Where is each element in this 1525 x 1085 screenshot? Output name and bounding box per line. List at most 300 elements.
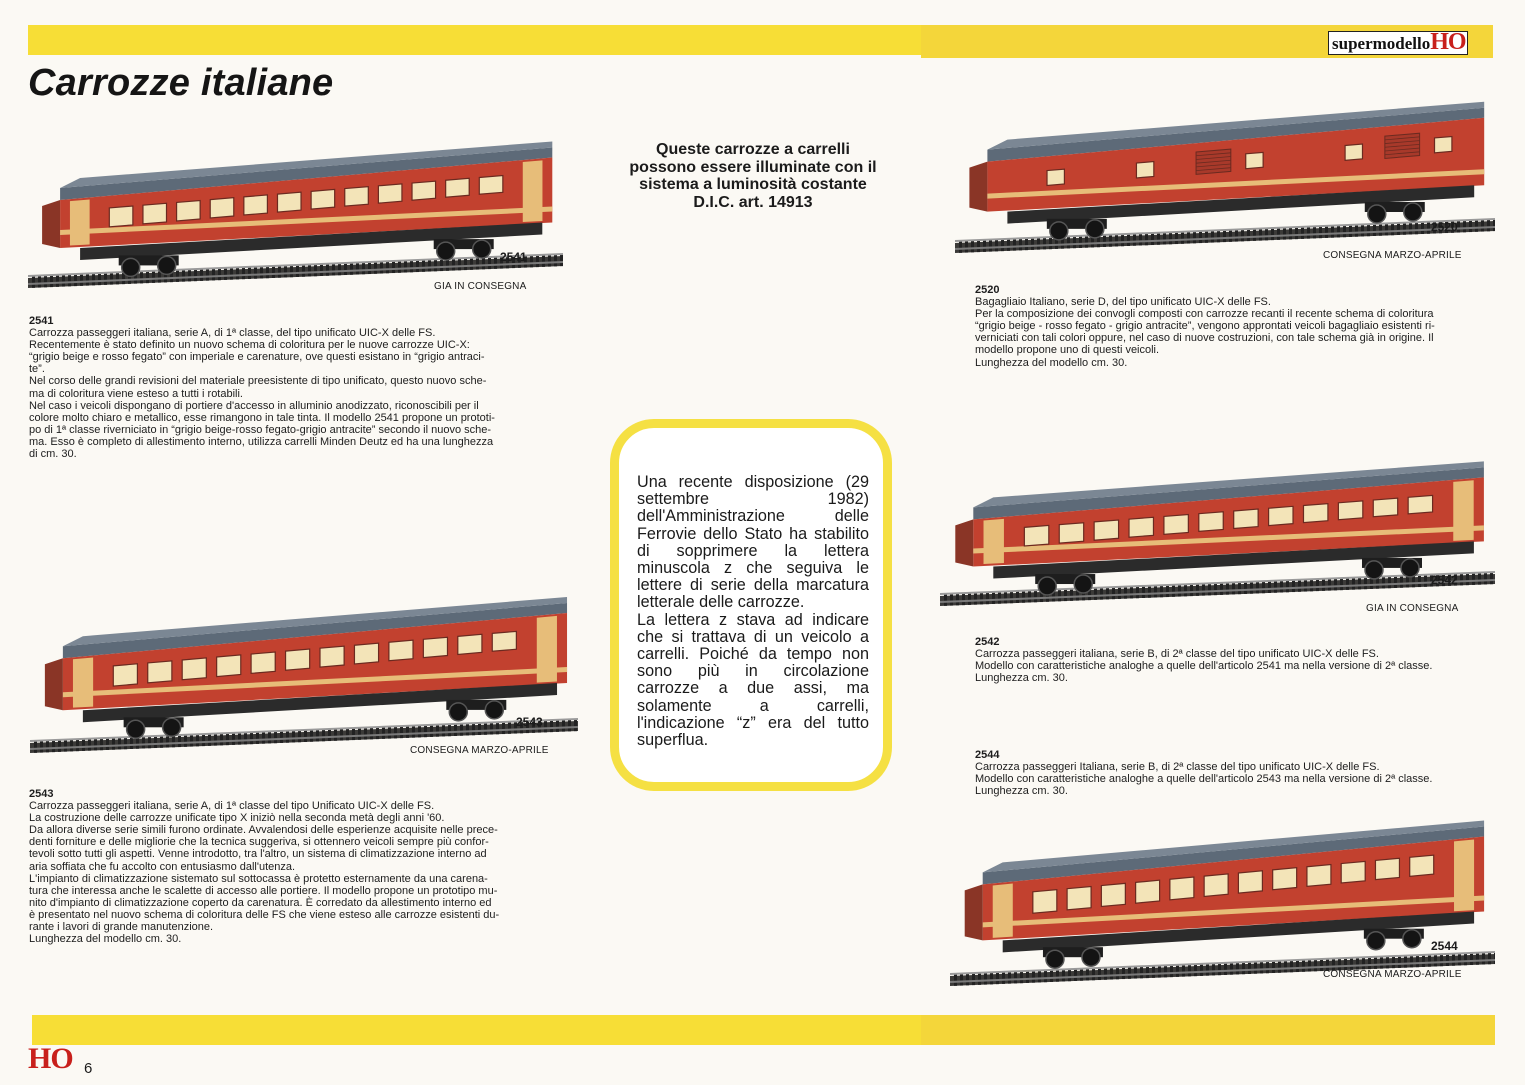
track-sleeper xyxy=(1092,968,1095,980)
coach-window xyxy=(1234,509,1258,528)
track-sleeper xyxy=(494,257,497,269)
track-sleeper xyxy=(1394,576,1397,588)
footer-ho-logo: HO xyxy=(28,1042,73,1075)
track-sleeper xyxy=(44,275,47,287)
track-sleeper xyxy=(386,261,389,273)
track-sleeper xyxy=(368,262,371,274)
track-sleeper xyxy=(50,275,53,287)
track-sleeper xyxy=(1274,581,1277,593)
track-sleeper xyxy=(978,973,981,985)
track-sleeper xyxy=(1044,970,1047,982)
coach-window xyxy=(1199,512,1223,532)
track-sleeper xyxy=(995,239,998,251)
track-sleeper xyxy=(1226,583,1229,595)
track-sleeper xyxy=(412,726,415,738)
track-sleeper xyxy=(983,240,986,252)
track-sleeper xyxy=(1340,578,1343,590)
track-sleeper xyxy=(1446,954,1449,966)
coach-wheel xyxy=(473,240,491,258)
track-sleeper xyxy=(1098,968,1101,980)
track-sleeper xyxy=(362,262,365,274)
track-sleeper xyxy=(1178,585,1181,597)
track-sleeper xyxy=(1248,962,1251,974)
track-sleeper xyxy=(1148,586,1151,598)
track-sleeper xyxy=(1314,959,1317,971)
track-sleeper xyxy=(1139,234,1142,246)
track-sleeper xyxy=(1050,970,1053,982)
track-sleeper xyxy=(1452,954,1455,966)
track-sleeper xyxy=(176,270,179,282)
track-sleeper xyxy=(340,729,343,741)
track-sleeper xyxy=(1182,965,1185,977)
track-sleeper xyxy=(1217,230,1220,242)
track-sleeper xyxy=(1374,957,1377,969)
track-sleeper xyxy=(302,265,305,277)
description-2544 xyxy=(975,749,1500,797)
track-sleeper xyxy=(142,737,145,749)
track-sleeper xyxy=(1460,573,1463,585)
track-sleeper xyxy=(278,266,281,278)
description-line: tevoli sotto tutti gli aspetti. Venne introdotto, tra l'altro, un sistema di climatizzazione interno ad xyxy=(29,848,487,861)
description-line: Modello con caratteristiche analoghe a quelle dell'articolo 2541 ma nella versione di 2ª classe. xyxy=(975,660,1433,673)
coach-wheel xyxy=(1038,577,1056,595)
track-sleeper xyxy=(992,592,995,604)
track-sleeper xyxy=(1247,229,1250,241)
track-sleeper xyxy=(984,973,987,985)
track-sleeper xyxy=(1062,969,1065,981)
track-sleeper xyxy=(80,274,83,286)
description-line: L'impianto di climatizzazione sistemato sul sottocassa è protetto esternamente da una carena- xyxy=(29,872,488,885)
track-sleeper xyxy=(1073,236,1076,248)
track-sleeper xyxy=(124,737,127,749)
intro-text xyxy=(608,141,898,211)
track-sleeper xyxy=(1404,956,1407,968)
track-sleeper xyxy=(116,272,119,284)
track-sleeper xyxy=(148,736,151,748)
track-sleeper xyxy=(482,257,485,269)
track-sleeper xyxy=(1434,954,1437,966)
track-sleeper xyxy=(484,723,487,735)
track-sleeper xyxy=(218,268,221,280)
track-sleeper xyxy=(1278,961,1281,973)
track-sleeper xyxy=(1244,582,1247,594)
coach-end xyxy=(965,884,983,940)
status-2543: CONSEGNA MARZO-APRILE xyxy=(410,745,549,756)
track-sleeper xyxy=(286,731,289,743)
track-sleeper xyxy=(254,267,257,279)
track-sleeper xyxy=(350,263,353,275)
description-line: modello propone uno di questi veicoli. xyxy=(975,344,1160,357)
track-sleeper xyxy=(1322,579,1325,591)
coach-window xyxy=(378,184,402,203)
track-sleeper xyxy=(398,261,401,273)
track-sleeper xyxy=(1142,586,1145,598)
track-sleeper xyxy=(502,722,505,734)
track-sleeper xyxy=(1028,591,1031,603)
description-code: 2541 xyxy=(29,315,54,327)
track-sleeper xyxy=(1313,226,1316,238)
track-sleeper xyxy=(1428,955,1431,967)
track-sleeper xyxy=(998,592,1001,604)
track-sleeper xyxy=(1056,970,1059,982)
track-sleeper xyxy=(1301,227,1304,239)
coach-window xyxy=(458,634,482,654)
track-sleeper xyxy=(1086,969,1089,981)
track-sleeper xyxy=(1136,586,1139,598)
track-sleeper xyxy=(1242,962,1245,974)
track-sleeper xyxy=(262,732,265,744)
track-sleeper xyxy=(1241,229,1244,241)
track-sleeper xyxy=(508,722,511,734)
track-sleeper xyxy=(1080,969,1083,981)
track-sleeper xyxy=(1416,955,1419,967)
track-sleeper xyxy=(542,255,545,267)
coach-end xyxy=(955,519,973,566)
track-sleeper xyxy=(352,728,355,740)
track-sleeper xyxy=(178,735,181,747)
coach-wheel xyxy=(437,242,455,260)
coach-window xyxy=(1059,523,1083,543)
track-sleeper xyxy=(280,731,283,743)
coach-window xyxy=(423,637,447,657)
track-sleeper xyxy=(1049,237,1052,249)
intro-line: D.I.C. art. 14913 xyxy=(693,193,813,211)
track-sleeper xyxy=(214,734,217,746)
status-2544: CONSEGNA MARZO-APRILE xyxy=(1323,969,1462,980)
track-sleeper xyxy=(202,734,205,746)
coach-window xyxy=(210,198,234,218)
track-sleeper xyxy=(980,592,983,604)
code-label-2543: 2543 xyxy=(516,715,543,729)
track-sleeper xyxy=(1163,233,1166,245)
track-sleeper xyxy=(1230,963,1233,975)
track-sleeper xyxy=(1272,961,1275,973)
track-sleeper xyxy=(406,726,409,738)
coach-wheel xyxy=(1082,948,1100,966)
coach-window xyxy=(277,192,301,212)
track-sleeper xyxy=(58,740,61,752)
track-sleeper xyxy=(1358,577,1361,589)
track-sleeper xyxy=(990,972,993,984)
track-sleeper xyxy=(226,733,229,745)
track-sleeper xyxy=(1388,576,1391,588)
track-sleeper xyxy=(208,734,211,746)
status-2542: GIA IN CONSEGNA xyxy=(1366,603,1459,614)
track-sleeper xyxy=(1211,231,1214,243)
track-sleeper xyxy=(1190,584,1193,596)
track-sleeper xyxy=(1002,972,1005,984)
track-sleeper xyxy=(1133,234,1136,246)
track-sleeper xyxy=(146,271,149,283)
track-sleeper xyxy=(1280,581,1283,593)
track-sleeper xyxy=(1472,573,1475,585)
track-sleeper xyxy=(496,722,499,734)
status-2520: CONSEGNA MARZO-APRILE xyxy=(1323,250,1462,261)
track-sleeper xyxy=(1487,219,1490,231)
track-sleeper xyxy=(52,740,55,752)
description-line: Carrozza passeggeri italiana, serie A, di 1ª classe del tipo Unificato UIC-X delle FS. xyxy=(29,800,435,813)
track-sleeper xyxy=(1070,589,1073,601)
coach-door xyxy=(73,657,93,707)
coach-2542-image xyxy=(940,460,1495,608)
track-sleeper xyxy=(1355,225,1358,237)
description-line: Nel corso delle grandi revisioni del materiale preesistente di tipo unificato, questo nuovo sche- xyxy=(29,375,487,388)
coach-door xyxy=(1454,839,1474,911)
track-sleeper xyxy=(472,723,475,735)
track-sleeper xyxy=(568,719,571,731)
track-sleeper xyxy=(1224,963,1227,975)
description-2542 xyxy=(975,636,1500,684)
coach-door xyxy=(993,884,1013,938)
track-sleeper xyxy=(104,273,107,285)
track-sleeper xyxy=(374,262,377,274)
track-sleeper xyxy=(476,258,479,270)
track-sleeper xyxy=(1212,963,1215,975)
track-sleeper xyxy=(56,275,59,287)
track-sleeper xyxy=(236,267,239,279)
track-sleeper xyxy=(1124,587,1127,599)
track-sleeper xyxy=(1236,962,1239,974)
track-sleeper xyxy=(1146,966,1149,978)
track-sleeper xyxy=(1034,590,1037,602)
track-sleeper xyxy=(32,276,35,288)
track-sleeper xyxy=(388,727,391,739)
track-sleeper xyxy=(1064,589,1067,601)
track-sleeper xyxy=(272,266,275,278)
track-sleeper xyxy=(338,263,341,275)
description-line: Lunghezza del modello cm. 30. xyxy=(975,356,1128,369)
brand-text: supermodello xyxy=(1332,34,1431,53)
track-sleeper xyxy=(1362,957,1365,969)
description-code: 2544 xyxy=(975,749,1000,761)
track-sleeper xyxy=(292,730,295,742)
track-sleeper xyxy=(76,739,79,751)
coach-wheel xyxy=(127,720,145,738)
track-sleeper xyxy=(88,739,91,751)
track-sleeper xyxy=(196,734,199,746)
track-sleeper xyxy=(1176,965,1179,977)
track-sleeper xyxy=(1184,584,1187,596)
track-sleeper xyxy=(1235,230,1238,242)
code-label-2544: 2544 xyxy=(1431,939,1458,953)
coach-window xyxy=(217,655,241,677)
track-sleeper xyxy=(380,262,383,274)
track-sleeper xyxy=(1343,225,1346,237)
track-sleeper xyxy=(304,730,307,742)
coach-body xyxy=(969,102,1484,240)
track-sleeper xyxy=(1364,577,1367,589)
track-sleeper xyxy=(308,264,311,276)
page-number: 6 xyxy=(84,1060,93,1077)
track-sleeper xyxy=(1016,591,1019,603)
page-title: Carrozze italiane xyxy=(28,62,334,104)
track-sleeper xyxy=(1464,953,1467,965)
track-sleeper xyxy=(452,259,455,271)
track-sleeper xyxy=(1043,237,1046,249)
track-sleeper xyxy=(404,261,407,273)
track-sleeper xyxy=(1421,222,1424,234)
coach-wheel xyxy=(1404,203,1422,221)
coach-window xyxy=(109,206,133,227)
track-sleeper xyxy=(562,720,565,732)
coach-body xyxy=(45,597,567,738)
track-sleeper xyxy=(94,738,97,750)
code-label-2542: 2542 xyxy=(1431,573,1458,587)
track-sleeper xyxy=(232,733,235,745)
code-label-2541: 2541 xyxy=(500,250,527,264)
track-sleeper xyxy=(1019,238,1022,250)
track-sleeper xyxy=(1482,953,1485,965)
track-sleeper xyxy=(1385,223,1388,235)
track-sleeper xyxy=(206,269,209,281)
coach-window xyxy=(1094,520,1118,540)
track-sleeper xyxy=(1229,230,1232,242)
track-sleeper xyxy=(1085,236,1088,248)
track-sleeper xyxy=(1295,227,1298,239)
track-sleeper xyxy=(550,720,553,732)
track-sleeper xyxy=(971,240,974,252)
track-sleeper xyxy=(1106,587,1109,599)
track-sleeper xyxy=(1392,956,1395,968)
description-line: Per la composizione dei convogli composti con carrozze recanti il recente schema di coloritura xyxy=(975,308,1434,321)
track-sleeper xyxy=(1194,964,1197,976)
track-sleeper xyxy=(160,736,163,748)
track-sleeper xyxy=(436,725,439,737)
track-sleeper xyxy=(1031,238,1034,250)
track-sleeper xyxy=(1196,584,1199,596)
track-sleeper xyxy=(266,266,269,278)
track-sleeper xyxy=(416,260,419,272)
track-sleeper xyxy=(1470,953,1473,965)
track-sleeper xyxy=(298,730,301,742)
track-sleeper xyxy=(284,265,287,277)
track-sleeper xyxy=(182,270,185,282)
track-sleeper xyxy=(1418,575,1421,587)
track-sleeper xyxy=(1398,956,1401,968)
track-sleeper xyxy=(422,260,425,272)
track-sleeper xyxy=(1400,576,1403,588)
coach-wheel xyxy=(1086,220,1104,238)
description-line: colore molto chiaro e metallico, esse rimangono in tale tinta. Il modello 2541 propone un prototi- xyxy=(29,411,495,424)
coach-body xyxy=(965,821,1484,969)
track-sleeper xyxy=(574,719,577,731)
track-sleeper xyxy=(1170,965,1173,977)
track-sleeper xyxy=(224,268,227,280)
track-sleeper xyxy=(560,254,563,266)
track-sleeper xyxy=(184,735,187,747)
track-sleeper xyxy=(268,731,271,743)
track-sleeper xyxy=(1488,952,1491,964)
track-sleeper xyxy=(1122,967,1125,979)
track-sleeper xyxy=(394,726,397,738)
coach-wheel xyxy=(1367,932,1385,950)
coach-window xyxy=(1307,865,1331,887)
track-sleeper xyxy=(1134,967,1137,979)
description-2520 xyxy=(975,284,1500,369)
track-sleeper xyxy=(1037,238,1040,250)
track-sleeper xyxy=(1262,581,1265,593)
track-sleeper xyxy=(1110,968,1113,980)
track-sleeper xyxy=(242,267,245,279)
brand-logo xyxy=(1328,31,1468,55)
track-sleeper xyxy=(965,241,968,253)
track-sleeper xyxy=(1256,581,1259,593)
description-code: 2520 xyxy=(975,284,1000,296)
track-sleeper xyxy=(1334,578,1337,590)
track-sleeper xyxy=(488,257,491,269)
track-sleeper xyxy=(230,268,233,280)
track-sleeper xyxy=(424,725,427,737)
track-sleeper xyxy=(400,726,403,738)
track-sleeper xyxy=(1265,228,1268,240)
track-sleeper xyxy=(112,738,115,750)
coach-window xyxy=(1246,152,1263,168)
description-line: Bagagliaio Italiano, serie D, del tipo unificato UIC-X delle FS. xyxy=(975,296,1271,309)
track-sleeper xyxy=(100,738,103,750)
track-sleeper xyxy=(464,258,467,270)
track-sleeper xyxy=(332,263,335,275)
track-sleeper xyxy=(382,727,385,739)
track-sleeper xyxy=(1475,220,1478,232)
track-sleeper xyxy=(1380,957,1383,969)
track-sleeper xyxy=(376,727,379,739)
coach-end xyxy=(969,162,987,212)
description-line: aria soffiata che fu accolto con entusiasmo dall'utenza. xyxy=(29,860,296,873)
top-band-left xyxy=(28,25,921,55)
coach-body xyxy=(955,461,1484,595)
track-sleeper xyxy=(1205,231,1208,243)
track-sleeper xyxy=(440,259,443,271)
track-sleeper xyxy=(470,258,473,270)
track-sleeper xyxy=(154,736,157,748)
track-sleeper xyxy=(959,241,962,253)
description-line: po di 1ª classe riverniciato in “grigio beige-rosso fegato-grigio antracite” secondo il nuovo sche- xyxy=(29,423,492,436)
coach-window xyxy=(320,646,344,667)
coach-window xyxy=(1164,515,1188,535)
notice-paragraph: Una recente disposizione (29 settembre 1982) dell'Amministrazione delle Ferrovie dello Stato ha stabilito di sopprimere la lettera minuscola z che seguiva le lettere di serie della marcatura letterale delle carrozze. xyxy=(637,473,869,612)
track-sleeper xyxy=(1104,968,1107,980)
description-line: La costruzione delle carrozze unificate tipo X iniziò nella seconda metà degli anni '60. xyxy=(29,812,445,825)
coach-wheel xyxy=(1046,950,1064,968)
coach-door xyxy=(523,160,543,222)
coach-wheel xyxy=(1365,561,1383,579)
track-sleeper xyxy=(40,741,43,753)
coach-window xyxy=(1238,871,1262,893)
description-line: Carrozza passeggeri italiana, serie A, di 1ª classe, del tipo unificato UIC-X delle FS. xyxy=(29,327,436,340)
track-sleeper xyxy=(1386,956,1389,968)
track-sleeper xyxy=(968,593,971,605)
track-sleeper xyxy=(1494,952,1495,964)
coach-window xyxy=(1129,517,1153,537)
track-sleeper xyxy=(392,261,395,273)
track-sleeper xyxy=(1115,234,1118,246)
track-sleeper xyxy=(256,732,259,744)
coach-wheel xyxy=(1403,930,1421,948)
track-sleeper xyxy=(1478,573,1481,585)
track-sleeper xyxy=(1206,964,1209,976)
track-sleeper xyxy=(1004,591,1007,603)
track-sleeper xyxy=(1154,586,1157,598)
description-line: Lunghezza del modello cm. 30. xyxy=(29,933,182,946)
track-sleeper xyxy=(1007,239,1010,251)
track-sleeper xyxy=(244,732,247,744)
track-sleeper xyxy=(428,260,431,272)
description-line: Carrozza passeggeri italiana, serie B, di 2ª classe del tipo unificato UIC-X delle FS. xyxy=(975,648,1379,661)
track-sleeper xyxy=(188,269,191,281)
track-sleeper xyxy=(1397,223,1400,235)
track-sleeper xyxy=(322,729,325,741)
track-sleeper xyxy=(1463,220,1466,232)
